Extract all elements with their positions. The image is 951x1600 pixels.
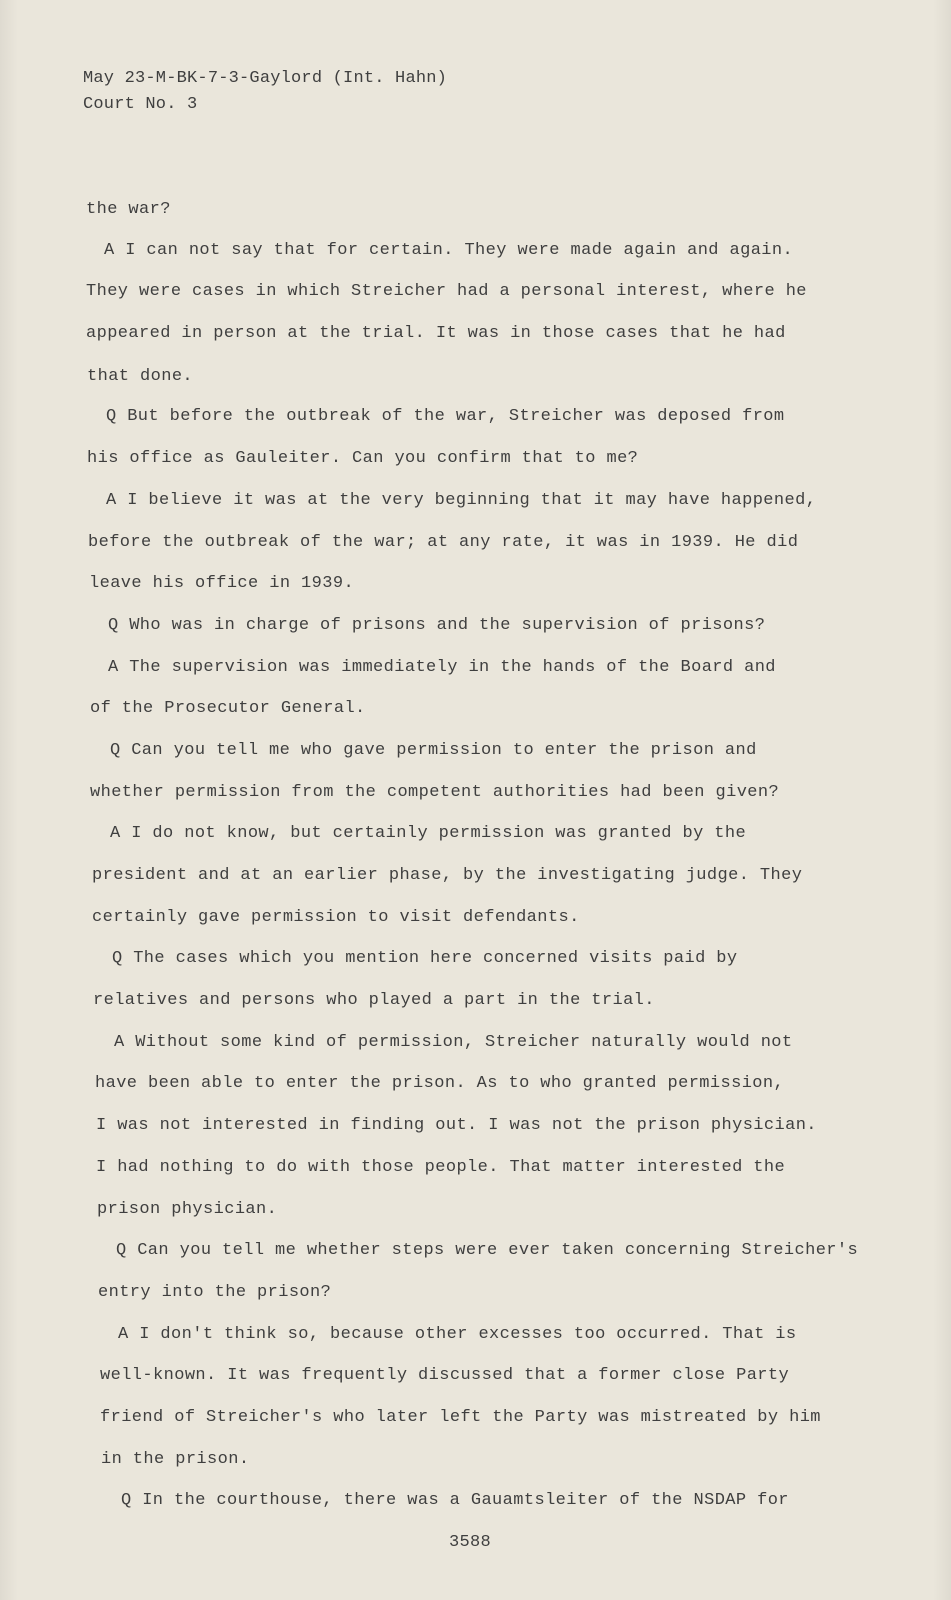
text-line: president and at an earlier phase, by the investigating judge. They [92,866,803,885]
text-line: I was not interested in finding out. I was not the prison physician. [96,1116,817,1136]
text-line: Q In the courthouse, there was a Gauamtsleiter of the NSDAP for [121,1491,789,1511]
text-line: well-known. It was frequently discussed that a former close Party [100,1366,790,1386]
text-line: A I can not say that for certain. They were made again and again. [104,240,794,260]
text-line: relatives and persons who played a part in the trial. [93,991,655,1011]
transcript-body [86,188,859,1522]
page-edge-left [0,0,18,1600]
page-edge-right [933,0,951,1600]
text-line: leave his office in 1939. [89,574,355,594]
text-line: They were cases in which Streicher had a personal interest, where he [86,282,807,302]
text-line: A I don't think so, because other excesses too occurred. That is [118,1324,797,1344]
text-line: prison physician. [97,1199,278,1219]
text-line: appeared in person at the trial. It was in those cases that he had [86,324,786,344]
text-line: have been able to enter the prison. As to who granted permission, [95,1074,785,1094]
text-line: A I believe it was at the very beginning that it may have happened, [106,490,817,510]
text-line: A The supervision was immediately in the hands of the Board and [108,657,776,677]
text-line: entry into the prison? [98,1282,332,1302]
text-line: A Without some kind of permission, Streicher naturally would not [114,1032,793,1052]
text-line: Q Can you tell me who gave permission to enter the prison and [110,740,757,760]
text-line: certainly gave permission to visit defendants. [92,907,580,927]
header-line-1: May 23-M-BK-7-3-Gaylord (Int. Hahn) [83,69,448,88]
header-line-2: Court No. 3 [83,95,198,114]
text-line: friend of Streicher's who later left the Party was mistreated by him [100,1407,821,1427]
text-line: of the Prosecutor General. [90,699,366,719]
text-line: his office as Gauleiter. Can you confirm that to me? [87,449,639,469]
text-line: A I do not know, but certainly permission was granted by the [110,824,747,844]
text-line: in the prison. [101,1449,250,1469]
document-header [83,66,447,118]
text-line: Q The cases which you mention here concerned visits paid by [112,949,738,969]
text-line: I had nothing to do with those people. That matter interested the [96,1157,786,1177]
page-number: 3588 [449,1533,492,1552]
text-line: whether permission from the competent authorities had been given? [90,782,780,802]
text-line: before the outbreak of the war; at any rate, it was in 1939. He did [88,532,799,552]
text-line: Q Who was in charge of prisons and the supervision of prisons? [108,615,766,635]
text-line: that done. [87,366,194,386]
text-line: Q Can you tell me whether steps were ever taken concerning Streicher's [116,1241,859,1261]
text-line: Q But before the outbreak of the war, Streicher was deposed from [106,407,785,427]
text-line: the war? [86,200,171,219]
